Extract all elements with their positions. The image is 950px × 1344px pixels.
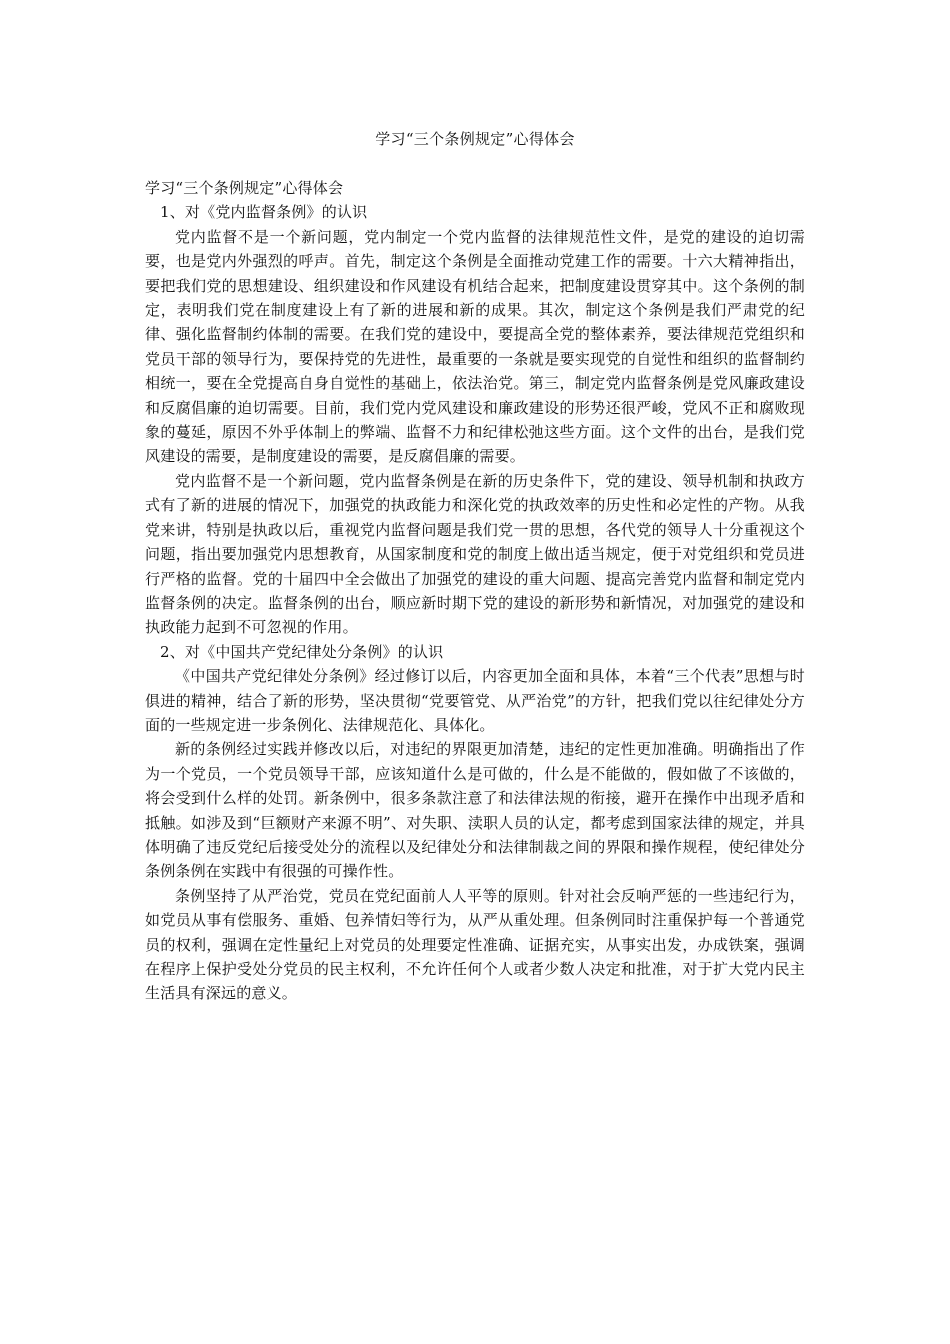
section-heading-1: 1、对《党内监督条例》的认识: [160, 203, 368, 222]
paragraph: 条例坚持了从严治党，党员在党纪面前人人平等的原则。针对社会反响严惩的一些违纪行为，如党员从事有偿服务、重婚、包养情妇等行为，从严从重处理。但条例同时注重保护每一个普通党员的权利，强调在定性量纪上对党员的处理要定性准确、证据充实，从事实出发，办成铁案，强调在程序上保护受处分党员的民主权利，不允许任何个人或者少数人决定和批准，对于扩大党内民主生活具有深远的意义。: [145, 886, 805, 1003]
section-heading-2: 2、对《中国共产党纪律处分条例》的认识: [160, 642, 444, 661]
page-title: 学习“三个条例规定”心得体会: [375, 130, 575, 148]
paragraph: 党内监督不是一个新问题，党内制定一个党内监督的法律规范性文件，是党的建设的迫切需要，也是党内外强烈的呼声。首先，制定这个条例是全面推动党建工作的需要。十六大精神指出，要把我们党的思想建设、组织建设和作风建设有机结合起来，把制度建设贯穿其中。这个条例的制定，表明我们党在制度建设上有了新的进展和新的成果。其次，制定这个条例是我们严肃党的纪律、强化监督制约体制的需要。在我们党的建设中，要提高全党的整体素养，要法律规范党组织和党员干部的领导行为，要保持党的先进性，最重要的一条就是要实现党的自觉性和组织的监督制约相统一，要在全党提高自身自觉性的基础上，依法治党。第三，制定党内监督条例是党风廉政建设和反腐倡廉的迫切需要。目前，我们党内党风建设和廉政建设的形势还很严峻，党风不正和腐败现象的蔓延，原因不外乎体制上的弊端、监督不力和纪律松弛这些方面。这个文件的出台，是我们党风建设的需要，是制度建设的需要，是反腐倡廉的需要。: [145, 227, 805, 466]
paragraph: 新的条例经过实践并修改以后，对违纪的界限更加清楚，违纪的定性更加准确。明确指出了作为一个党员，一个党员领导干部，应该知道什么是可做的，什么是不能做的，假如做了不该做的，将会受到什么样的处罚。新条例中，很多条款注意了和法律法规的衔接，避开在操作中出现矛盾和抵触。如涉及到“巨额财产来源不明”、对失职、渎职人员的认定，都考虑到国家法律的规定，并具体明确了违反党纪后接受处分的流程以及纪律处分和法律制裁之间的界限和操作规程，使纪律处分条例条例在实践中有很强的可操作性。: [145, 740, 805, 881]
paragraph: 《中国共产党纪律处分条例》经过修订以后，内容更加全面和具体，本着“三个代表”思想与时俱进的精神，结合了新的形势，坚决贯彻“党要管党、从严治党”的方针，把我们党以往纪律处分方面的一些规定进一步条例化、法律规范化、具体化。: [145, 667, 805, 734]
document-subtitle: 学习“三个条例规定”心得体会: [145, 179, 344, 197]
paragraph: 党内监督不是一个新问题，党内监督条例是在新的历史条件下，党的建设、领导机制和执政方式有了新的进展的情况下，加强党的执政能力和深化党的执政效率的历史性和必定性的产物。从我党来讲，特别是执政以后，重视党内监督问题是我们党一贯的思想，各代党的领导人十分重视这个问题，指出要加强党内思想教育，从国家制度和党的制度上做出适当规定，便于对党组织和党员进行严格的监督。党的十届四中全会做出了加强党的建设的重大问题、提高完善党内监督和制定党内监督条例的决定。监督条例的出台，顺应新时期下党的建设的新形势和新情况，对加强党的建设和执政能力起到不可忽视的作用。: [145, 471, 805, 637]
document-body: [145, 176, 805, 1006]
